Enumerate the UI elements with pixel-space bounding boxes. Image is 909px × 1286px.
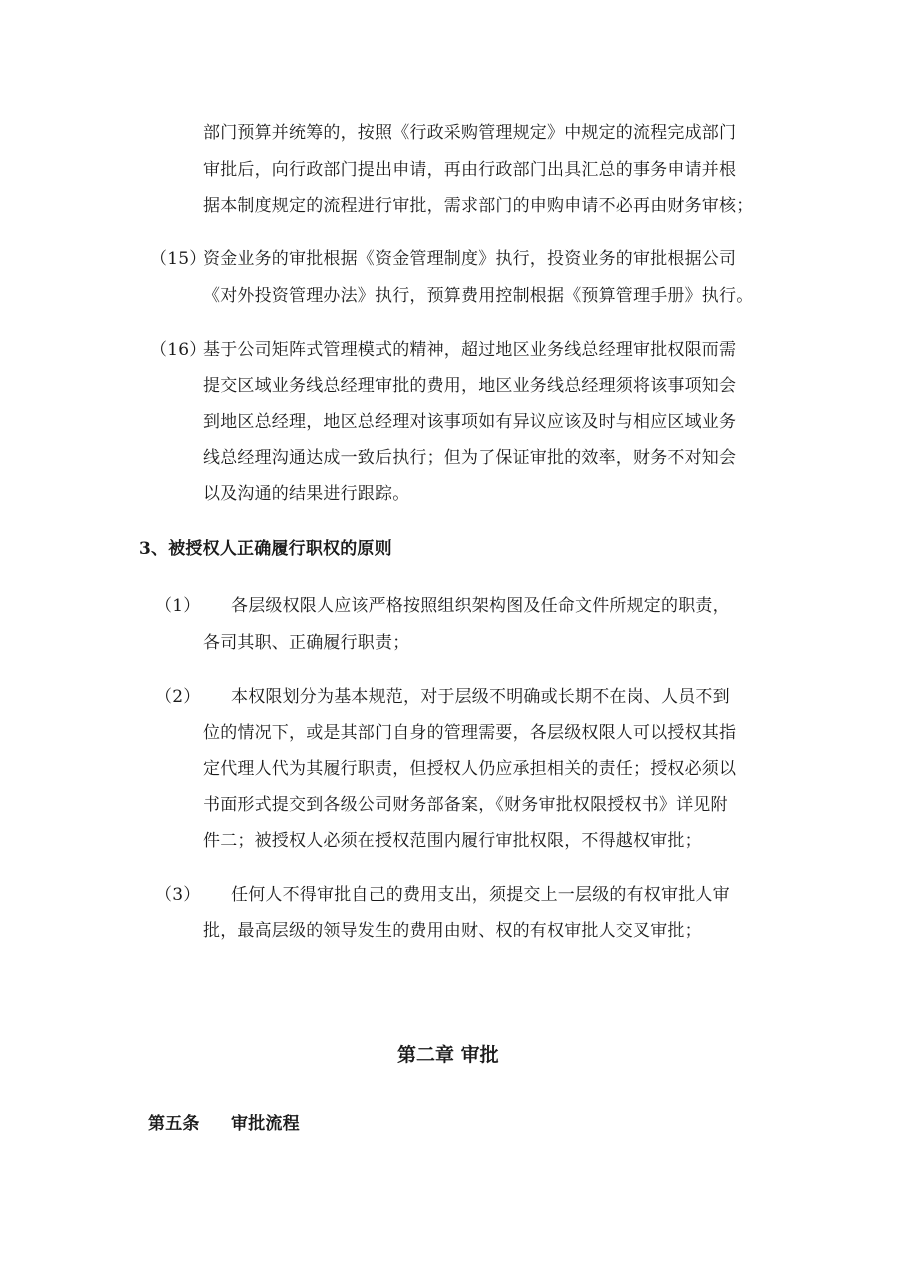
sub-item-number-2: （2） [155, 687, 201, 707]
sub-item-3-line: 批，最高层级的领导发生的费用由财、权的有权审批人交叉审批； [203, 921, 702, 941]
paragraph-line: 部门预算并统筹的，按照《行政采购管理规定》中规定的流程完成部门 [203, 123, 737, 143]
sub-item-number-3: （3） [155, 885, 201, 905]
article-title: 审批流程 [231, 1114, 300, 1134]
item-16-line: 到地区总经理，地区总经理对该事项如有异议应该及时与相应区域业务 [203, 412, 737, 432]
item-number-16: （16） [150, 340, 207, 360]
sub-item-2-line: 书面形式提交到各级公司财务部备案，《财务审批权限授权书》详见附 [203, 795, 728, 815]
item-15-line: 资金业务的审批根据《资金管理制度》执行，投资业务的审批根据公司 [203, 249, 737, 269]
sub-item-2-line: 件二；被授权人必须在授权范围内履行审批权限，不得越权审批； [203, 831, 702, 851]
section-heading: 3、被授权人正确履行职权的原则 [139, 539, 392, 559]
article-label: 第五条 [148, 1114, 200, 1134]
sub-item-1-line: 各层级权限人应该严格按照组织架构图及任命文件所规定的职责， [231, 596, 730, 616]
sub-item-2-line: 位的情况下，或是其部门自身的管理需要，各层级权限人可以授权其指 [203, 723, 737, 743]
item-number-15: （15） [150, 249, 207, 269]
paragraph-line: 据本制度规定的流程进行审批，需求部门的申购申请不必再由财务审核； [203, 196, 754, 216]
sub-item-3-line: 任何人不得审批自己的费用支出，须提交上一层级的有权审批人审 [231, 885, 730, 905]
item-16-line: 线总经理沟通达成一致后执行；但为了保证审批的效率，财务不对知会 [203, 448, 737, 468]
item-16-line: 以及沟通的结果进行跟踪。 [203, 484, 410, 504]
sub-item-number-1: （1） [155, 596, 201, 616]
chapter-title: 第二章 审批 [397, 1044, 499, 1066]
item-15-line: 《对外投资管理办法》执行，预算费用控制根据《预算管理手册》执行。 [203, 286, 754, 306]
item-16-line: 提交区域业务线总经理审批的费用，地区业务线总经理须将该事项知会 [203, 376, 737, 396]
sub-item-2-line: 本权限划分为基本规范，对于层级不明确或长期不在岗、人员不到 [231, 687, 730, 707]
paragraph-line: 审批后，向行政部门提出申请，再由行政部门出具汇总的事务申请并根 [203, 160, 737, 180]
sub-item-1-line: 各司其职、正确履行职责； [203, 633, 410, 653]
sub-item-2-line: 定代理人代为其履行职责，但授权人仍应承担相关的责任；授权必须以 [203, 759, 737, 779]
item-16-line: 基于公司矩阵式管理模式的精神，超过地区业务线总经理审批权限而需 [203, 340, 737, 360]
